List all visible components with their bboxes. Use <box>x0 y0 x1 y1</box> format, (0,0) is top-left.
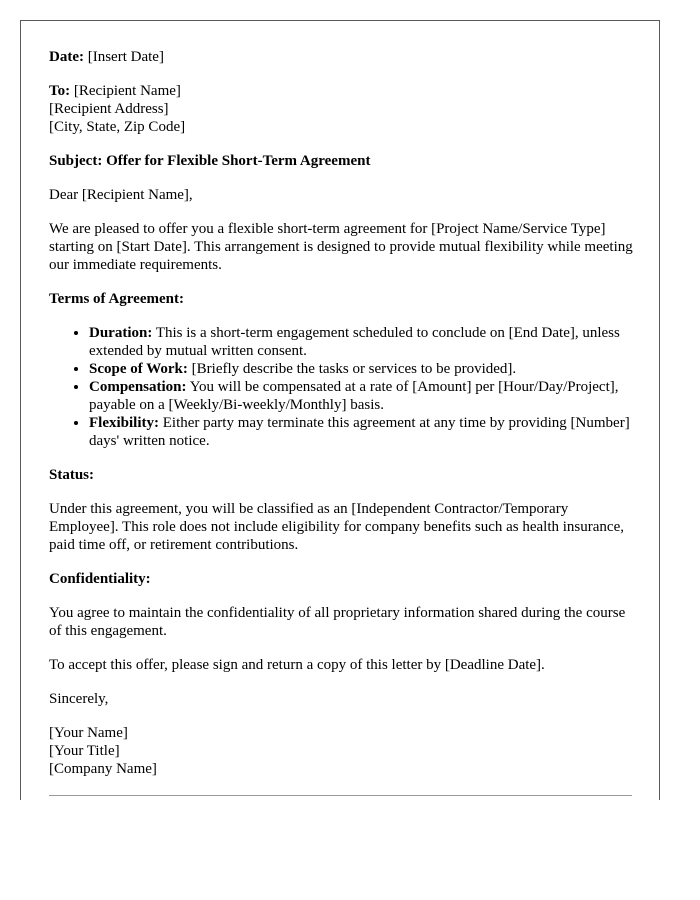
letter-body <box>49 48 633 794</box>
term-text: Either party may terminate this agreement at any time by providing [Number] days' written notice. <box>89 415 630 449</box>
term-label: Compensation: <box>89 379 187 395</box>
term-text: [Briefly describe the tasks or services to be provided]. <box>191 361 517 377</box>
term-label: Scope of Work: <box>89 361 188 377</box>
recipient-name-line <box>49 82 633 100</box>
intro-paragraph: We are pleased to offer you a flexible short-term agreement for [Project Name/Service Type] starting on [Start Date]. This arrangement is designed to provide mutual flexibility while meeting our immediate requirements. <box>49 221 633 273</box>
closing: Sincerely, <box>49 691 109 707</box>
recipient-block <box>49 82 633 136</box>
recipient-city: [City, State, Zip Code] <box>49 119 186 135</box>
confidentiality-paragraph: You agree to maintain the confidentiality of all proprietary information shared during the course of this engagement. <box>49 605 626 639</box>
recipient-address: [Recipient Address] <box>49 101 169 117</box>
date-label: Date: <box>49 49 84 65</box>
sender-title: [Your Title] <box>49 743 120 759</box>
term-item-duration <box>89 324 633 360</box>
date-line <box>49 48 633 66</box>
term-item-scope <box>89 360 633 378</box>
term-text: You will be compensated at a rate of [Amount] per [Hour/Day/Project], payable on a [Weekly/Bi-weekly/Monthly] basis. <box>89 379 619 413</box>
acceptance-paragraph: To accept this offer, please sign and return a copy of this letter by [Deadline Date]. <box>49 657 545 673</box>
terms-list <box>49 324 633 450</box>
term-label: Duration: <box>89 325 153 341</box>
date-value: [Insert Date] <box>87 49 164 65</box>
signature-block <box>49 724 633 778</box>
term-text: This is a short-term engagement scheduled to conclude on [End Date], unless extended by mutual written consent. <box>89 325 620 359</box>
footer-divider <box>49 795 632 796</box>
sender-name: [Your Name] <box>49 725 128 741</box>
recipient-name: [Recipient Name] <box>73 83 181 99</box>
to-label: To: <box>49 83 71 99</box>
status-heading: Status: <box>49 467 95 483</box>
terms-heading: Terms of Agreement: <box>49 291 184 307</box>
status-paragraph: Under this agreement, you will be classified as an [Independent Contractor/Temporary Employee]. This role does not include eligibility for company benefits such as health insurance, paid time off, or retirement contributions. <box>49 501 624 553</box>
confidentiality-heading: Confidentiality: <box>49 571 151 587</box>
term-item-compensation <box>89 378 633 414</box>
term-item-flexibility <box>89 414 633 450</box>
term-label: Flexibility: <box>89 415 159 431</box>
salutation: Dear [Recipient Name], <box>49 187 193 203</box>
subject-line: Subject: Offer for Flexible Short-Term Agreement <box>49 153 371 169</box>
company-name: [Company Name] <box>49 761 157 777</box>
